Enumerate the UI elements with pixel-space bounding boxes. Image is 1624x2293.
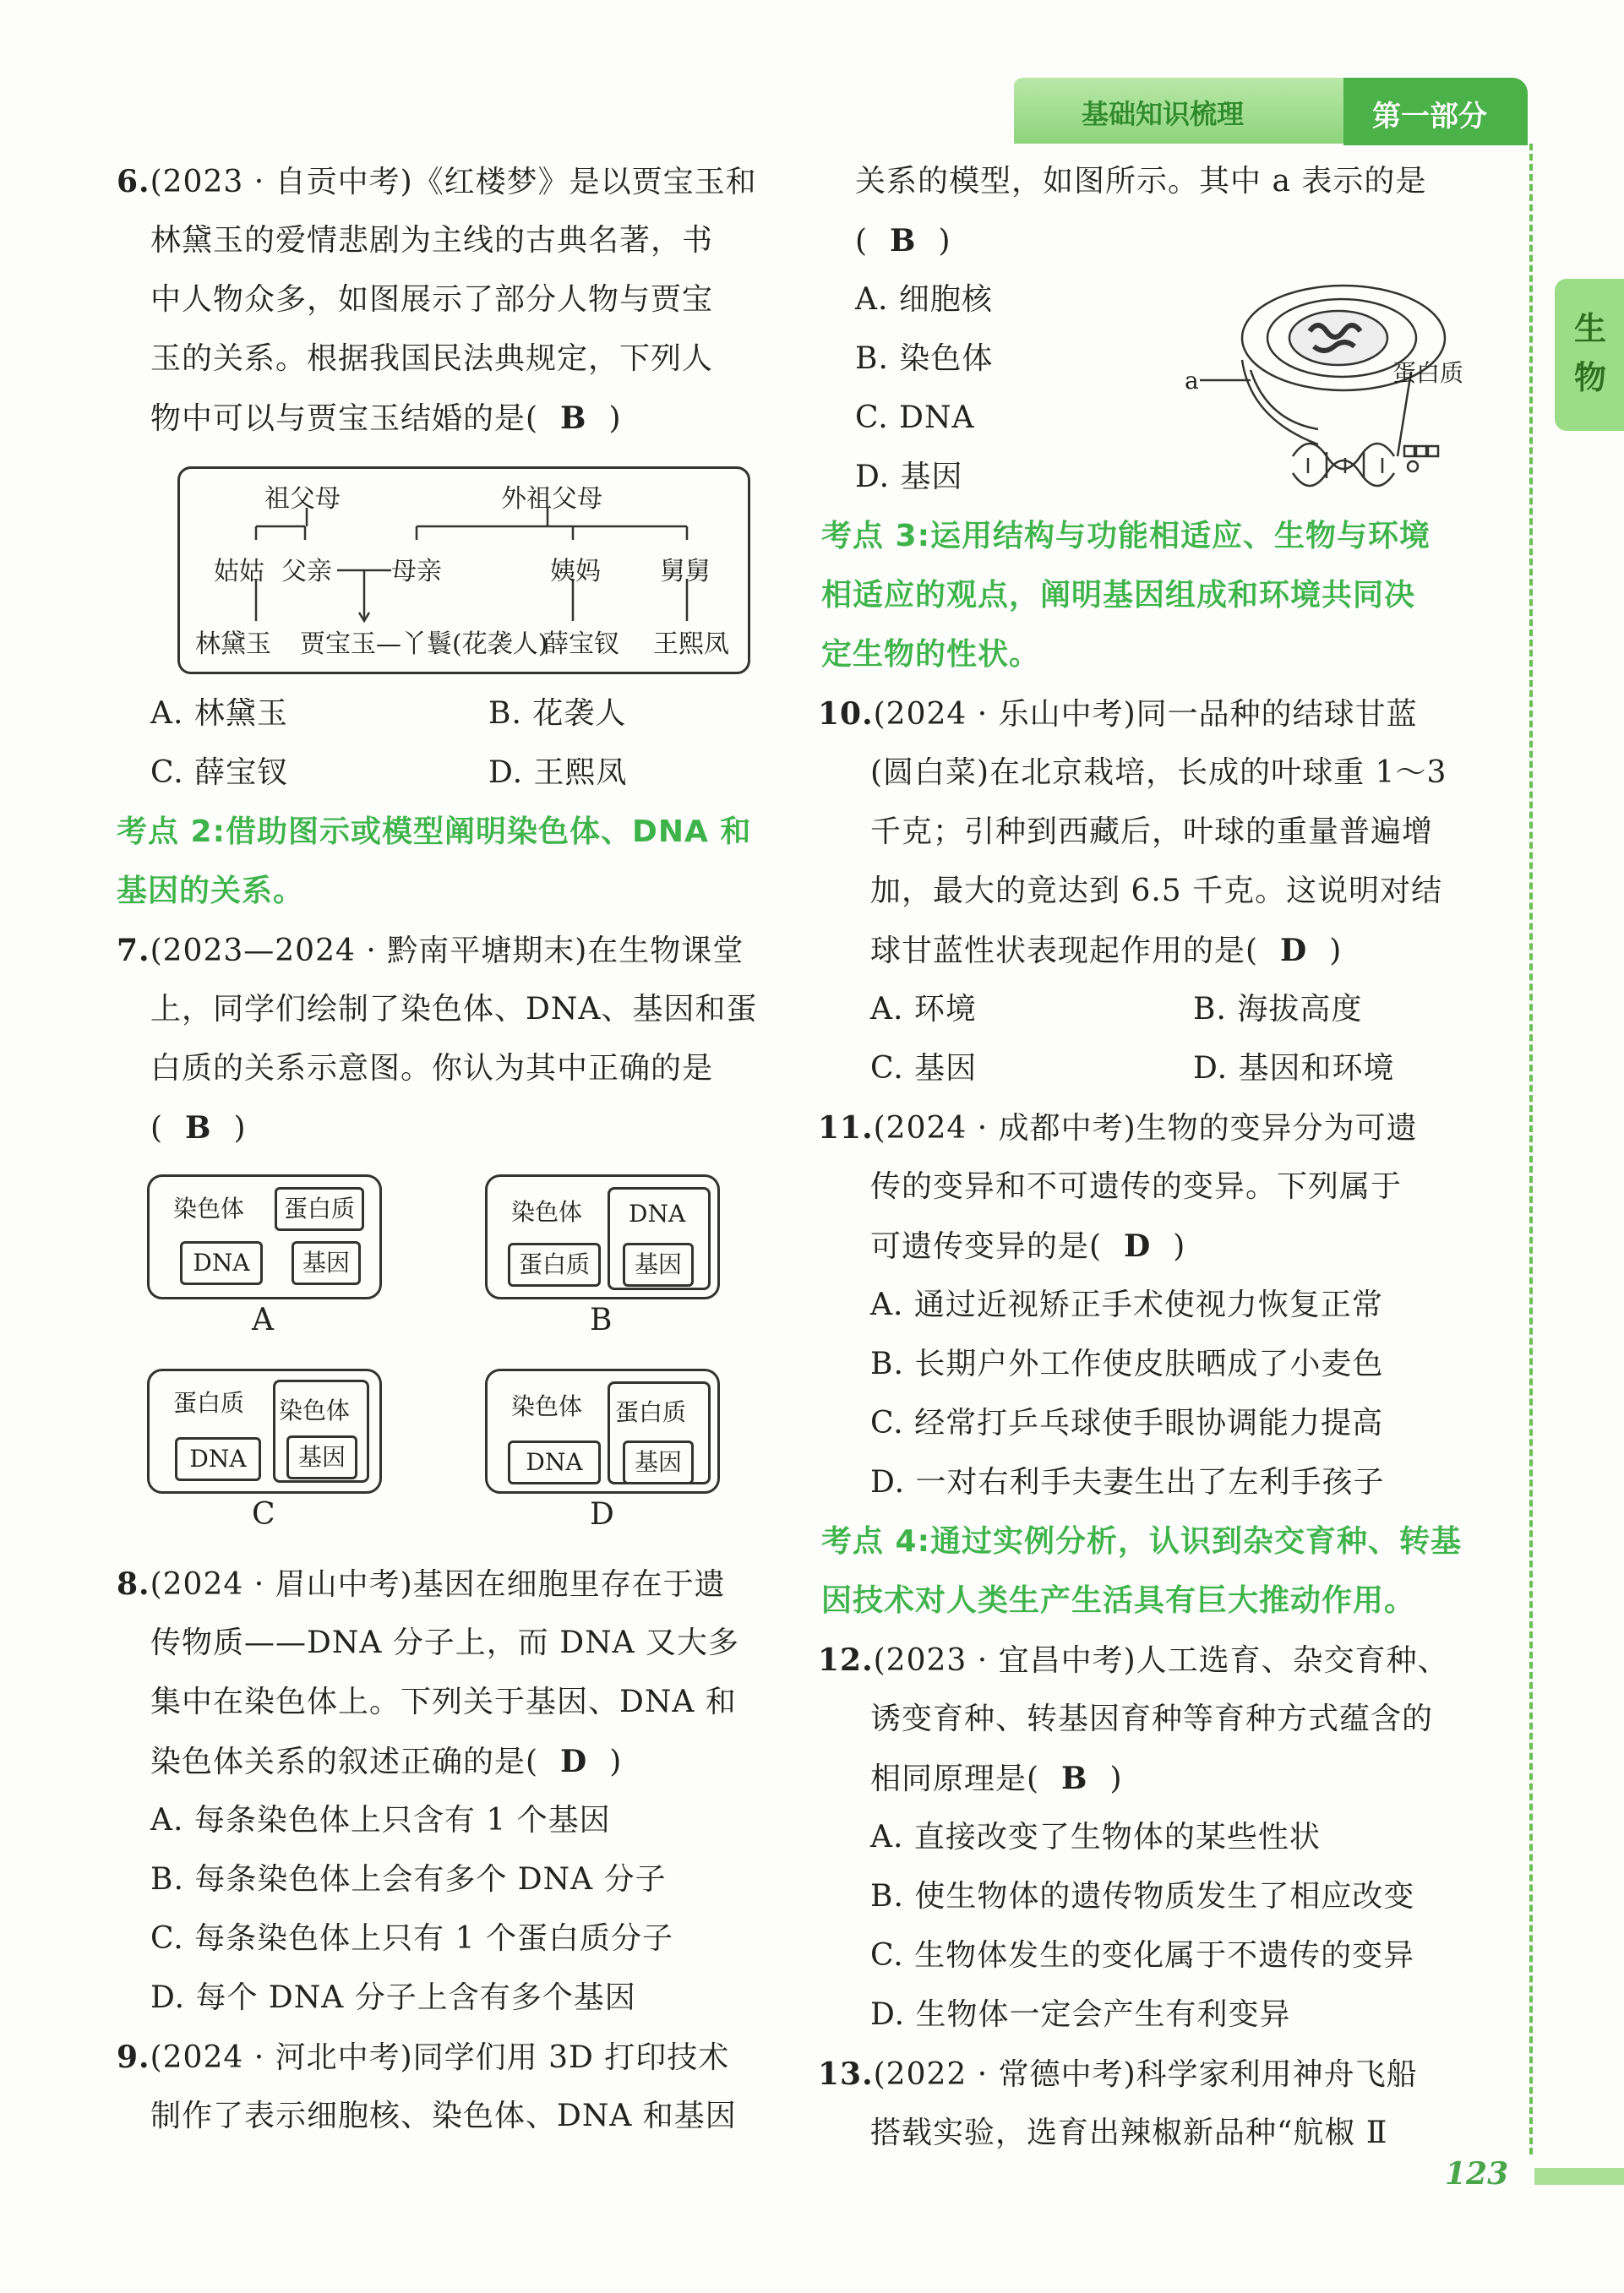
q6-option-d: D. 王熙凤	[488, 755, 628, 790]
q6-option-c: C. 薛宝钗	[150, 755, 289, 790]
q13-line-2: 搭载实验，选育出辣椒新品种“航椒 Ⅱ	[870, 2116, 1388, 2150]
q7-line-4: ( B )	[150, 1110, 247, 1146]
fig-label-protein: 蛋白质	[1392, 359, 1464, 387]
diagram-a-box-3: 基因	[292, 1241, 361, 1285]
diagram-a-box-2: DNA	[180, 1241, 263, 1285]
q7-line-1: 7.(2023—2024 · 黔南平塘期末)在生物课堂	[117, 933, 744, 968]
q10-line-1: 10.(2024 · 乐山中考)同一品种的结球甘蓝	[818, 696, 1418, 732]
subject-tab	[1555, 279, 1624, 431]
section-header	[1014, 78, 1352, 144]
q9-model-figure	[1185, 279, 1479, 498]
diagram-b-box-2: 蛋白质	[508, 1243, 601, 1287]
tree-aunt: 姑姑	[214, 557, 264, 586]
q6-line-3: 中人物众多，如图展示了部分人物与贾宝	[150, 282, 714, 317]
kp3-line-3: 定生物的性状。	[821, 637, 1041, 672]
q12-line-1: 12.(2023 · 宜昌中考)人工选育、杂交育种、	[818, 1642, 1449, 1678]
diagram-a-caption: A	[252, 1303, 274, 1337]
tree-maternal-aunt: 姨妈	[550, 557, 601, 586]
kp4-line-2: 因技术对人类生产生活具有巨大推动作用。	[821, 1583, 1416, 1618]
q10-option-b: B. 海拔高度	[1193, 992, 1363, 1027]
q6-line-1: 6.(2023 · 自贡中考)《红楼梦》是以贾宝玉和	[117, 164, 757, 199]
family-tree	[177, 466, 750, 674]
tree-baochai: 薛宝钗	[543, 629, 619, 659]
q6-line-2: 林黛玉的爱情悲剧为主线的古典名著，书	[150, 223, 714, 258]
q11-line-3: 可遗传变异的是( D )	[870, 1228, 1186, 1264]
diagram-d-box-2: DNA	[508, 1441, 601, 1484]
q6-line-5: 物中可以与贾宝玉结婚的是( B )	[150, 400, 622, 436]
q9-option-c: C. DNA	[855, 400, 975, 435]
diagram-c-caption: C	[252, 1497, 275, 1532]
q8-option-c: C. 每条染色体上只有 1 个蛋白质分子	[150, 1921, 673, 1956]
q9-line-4: ( B )	[855, 223, 951, 259]
q6-line-4: 玉的关系。根据我国民法典规定，下列人	[150, 341, 714, 376]
q10-answer: D	[1280, 933, 1308, 968]
q12-option-a: A. 直接改变了生物体的某些性状	[870, 1820, 1321, 1855]
q8-option-b: B. 每条染色体上会有多个 DNA 分子	[150, 1862, 667, 1897]
q12-option-d: D. 生物体一定会产生有利变异	[870, 1997, 1291, 2032]
q11-line-2: 传的变异和不可遗传的变异。下列属于	[870, 1169, 1403, 1204]
q7-line-2: 上，同学们绘制了染色体、DNA、基因和蛋	[150, 992, 758, 1027]
kp4-line-1: 考点 4:通过实例分析，认识到杂交育种、转基	[821, 1524, 1462, 1559]
q10-option-a: A. 环境	[870, 992, 977, 1027]
diagram-d-box-1: 蛋白质	[615, 1398, 687, 1426]
q12-option-c: C. 生物体发生的变化属于不遗传的变异	[870, 1938, 1415, 1973]
diagram-a	[147, 1174, 382, 1299]
q12-line-2: 诱变育种、转基因育种等育种方式蕴含的	[870, 1702, 1434, 1736]
q9-line-1: 9.(2024 · 河北中考)同学们用 3D 打印技术	[117, 2040, 730, 2075]
q10-option-c: C. 基因	[870, 1051, 978, 1086]
tree-daiyu: 林黛玉	[195, 629, 271, 659]
diagram-c	[147, 1369, 382, 1494]
diagram-b	[485, 1174, 720, 1299]
kp2-line-2: 基因的关系。	[117, 874, 305, 908]
q10-line-4: 加，最大的竟达到 6.5 千克。这说明对结	[870, 874, 1443, 908]
q6-answer: B	[560, 400, 587, 436]
kp3-line-1: 考点 3:运用结构与功能相适应、生物与环境	[821, 519, 1431, 553]
fig-label-a: a	[1185, 367, 1199, 395]
q9-option-b: B. 染色体	[855, 341, 994, 376]
tree-grandparents: 祖父母	[264, 484, 341, 514]
q10-line-2: (圆白菜)在北京栽培，长成的叶球重 1～3	[870, 755, 1447, 790]
kp2-line-1: 考点 2:借助图示或模型阐明染色体、DNA 和	[117, 814, 752, 849]
diagram-c-box-2: DNA	[175, 1437, 261, 1481]
q8-line-4: 染色体关系的叙述正确的是( D )	[150, 1744, 623, 1779]
q6-option-b: B. 花袭人	[488, 696, 627, 731]
q8-option-a: A. 每条染色体上只含有 1 个基因	[150, 1803, 611, 1838]
tree-baoyu: 贾宝玉—丫鬟(花袭人)	[300, 629, 548, 659]
q6-option-a: A. 林黛玉	[150, 696, 288, 731]
tree-maternal-grandparents: 外祖父母	[501, 484, 602, 514]
q12-line-3: 相同原理是( B )	[870, 1761, 1123, 1796]
diagram-d-outer-label: 染色体	[511, 1392, 583, 1420]
q8-option-d: D. 每个 DNA 分子上含有多个基因	[150, 1980, 636, 2015]
diagram-b-outer-label: 染色体	[511, 1198, 583, 1226]
diagram-c-box-3: 基因	[286, 1435, 357, 1479]
q13-line-1: 13.(2022 · 常德中考)科学家利用神舟飞船	[818, 2056, 1418, 2092]
diagram-b-box-1: DNA	[629, 1200, 686, 1228]
diagram-b-box-3: 基因	[623, 1243, 694, 1287]
q9-option-d: D. 基因	[855, 460, 963, 494]
kp3-line-2: 相适应的观点，阐明基因组成和环境共同决	[821, 578, 1416, 613]
q11-option-b: B. 长期户外工作使皮肤晒成了小麦色	[870, 1347, 1384, 1381]
diagram-d-caption: D	[590, 1497, 614, 1532]
diagram-d-box-3: 基因	[623, 1441, 694, 1484]
part-header	[1343, 78, 1528, 145]
tree-xifeng: 王熙凤	[653, 629, 729, 659]
diagram-c-box-1: 染色体	[279, 1397, 351, 1424]
diagram-a-outer-label: 染色体	[173, 1195, 245, 1223]
q8-line-3: 集中在染色体上。下列关于基因、DNA 和	[150, 1685, 737, 1719]
q10-option-d: D. 基因和环境	[1193, 1051, 1395, 1086]
q7-line-3: 白质的关系示意图。你认为其中正确的是	[150, 1051, 714, 1086]
q9-answer: B	[890, 223, 917, 259]
q8-line-2: 传物质——DNA 分子上，而 DNA 又大多	[150, 1626, 740, 1660]
q12-answer: B	[1061, 1761, 1088, 1796]
tree-mother: 母亲	[391, 557, 442, 586]
q7-answer: B	[185, 1110, 212, 1146]
diagram-c-outer-label: 蛋白质	[173, 1389, 245, 1417]
q11-option-d: D. 一对右利手夫妻生出了左利手孩子	[870, 1465, 1385, 1500]
tree-father: 父亲	[281, 557, 332, 586]
page-bar	[1534, 2168, 1624, 2185]
tree-uncle: 舅舅	[660, 557, 711, 586]
nucleus-model-drawing	[1191, 279, 1479, 498]
diagram-d	[485, 1369, 720, 1494]
q9-option-a: A. 细胞核	[855, 282, 993, 317]
q11-line-1: 11.(2024 · 成都中考)生物的变异分为可遗	[818, 1110, 1418, 1146]
q10-line-3: 千克；引种到西藏后，叶球的重量普遍增	[870, 814, 1434, 849]
q8-line-1: 8.(2024 · 眉山中考)基因在细胞里存在于遗	[117, 1566, 726, 1602]
section-title: 基础知识梳理	[1082, 98, 1245, 130]
diagram-a-box-1: 蛋白质	[275, 1187, 364, 1231]
diagram-b-caption: B	[590, 1303, 613, 1337]
q9-line-2: 制作了表示细胞核、染色体、DNA 和基因	[150, 2099, 737, 2133]
part-title: 第一部分	[1372, 100, 1487, 133]
q11-answer: D	[1124, 1228, 1152, 1264]
q9-line-3: 关系的模型，如图所示。其中 a 表示的是	[855, 164, 1427, 199]
q11-option-a: A. 通过近视矫正手术使视力恢复正常	[870, 1288, 1383, 1322]
dashed-divider	[1529, 144, 1533, 2154]
q10-line-5: 球甘蓝性状表现起作用的是( D )	[870, 933, 1343, 968]
q12-option-b: B. 使生物体的遗传物质发生了相应改变	[870, 1879, 1415, 1914]
subject-label: 生物	[1573, 310, 1606, 396]
q11-option-c: C. 经常打乒乓球使手眼协调能力提高	[870, 1406, 1384, 1441]
page-number: 123	[1445, 2156, 1509, 2192]
q8-answer: D	[560, 1744, 588, 1779]
